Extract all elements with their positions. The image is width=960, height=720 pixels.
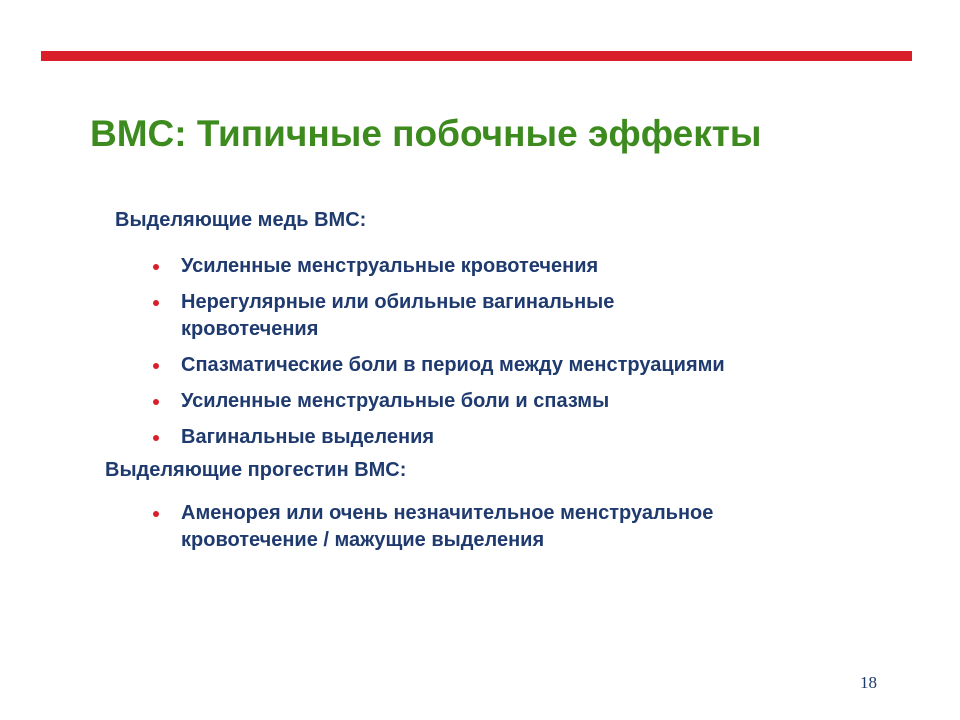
progestin-iud-side-effects-list — [150, 500, 870, 563]
bullet-dot-icon — [153, 363, 159, 369]
page-number: 18 — [860, 673, 877, 692]
bullet-dot-icon — [153, 300, 159, 306]
list-item — [150, 500, 841, 554]
list-item — [150, 289, 721, 343]
list-item-text: Усиленные менструальные боли и спазмы — [181, 390, 610, 412]
list-item-text: Аменорея или очень незначительное менструальное кровотечение / мажущие выделения — [181, 502, 714, 551]
slide-title: ВМС: Типичные побочные эффекты — [90, 113, 762, 154]
section-heading-progestin-iud: Выделяющие прогестин ВМС: — [105, 459, 407, 481]
bullet-dot-icon — [153, 264, 159, 270]
list-item — [150, 424, 870, 451]
bullet-dot-icon — [153, 511, 159, 517]
list-item — [150, 253, 870, 280]
bullet-dot-icon — [153, 435, 159, 441]
list-item-text: Вагинальные выделения — [181, 426, 435, 448]
list-item — [150, 388, 870, 415]
bullet-dot-icon — [153, 399, 159, 405]
list-item-text: Усиленные менструальные кровотечения — [181, 255, 599, 277]
list-item-text: Нерегулярные или обильные вагинальные кровотечения — [181, 291, 615, 340]
list-item — [150, 352, 870, 379]
top-divider-rule — [41, 51, 912, 61]
list-item-text: Спазматические боли в период между менструациями — [181, 354, 725, 376]
section-heading-copper-iud: Выделяющие медь ВМС: — [115, 209, 367, 231]
copper-iud-side-effects-list — [150, 253, 870, 460]
